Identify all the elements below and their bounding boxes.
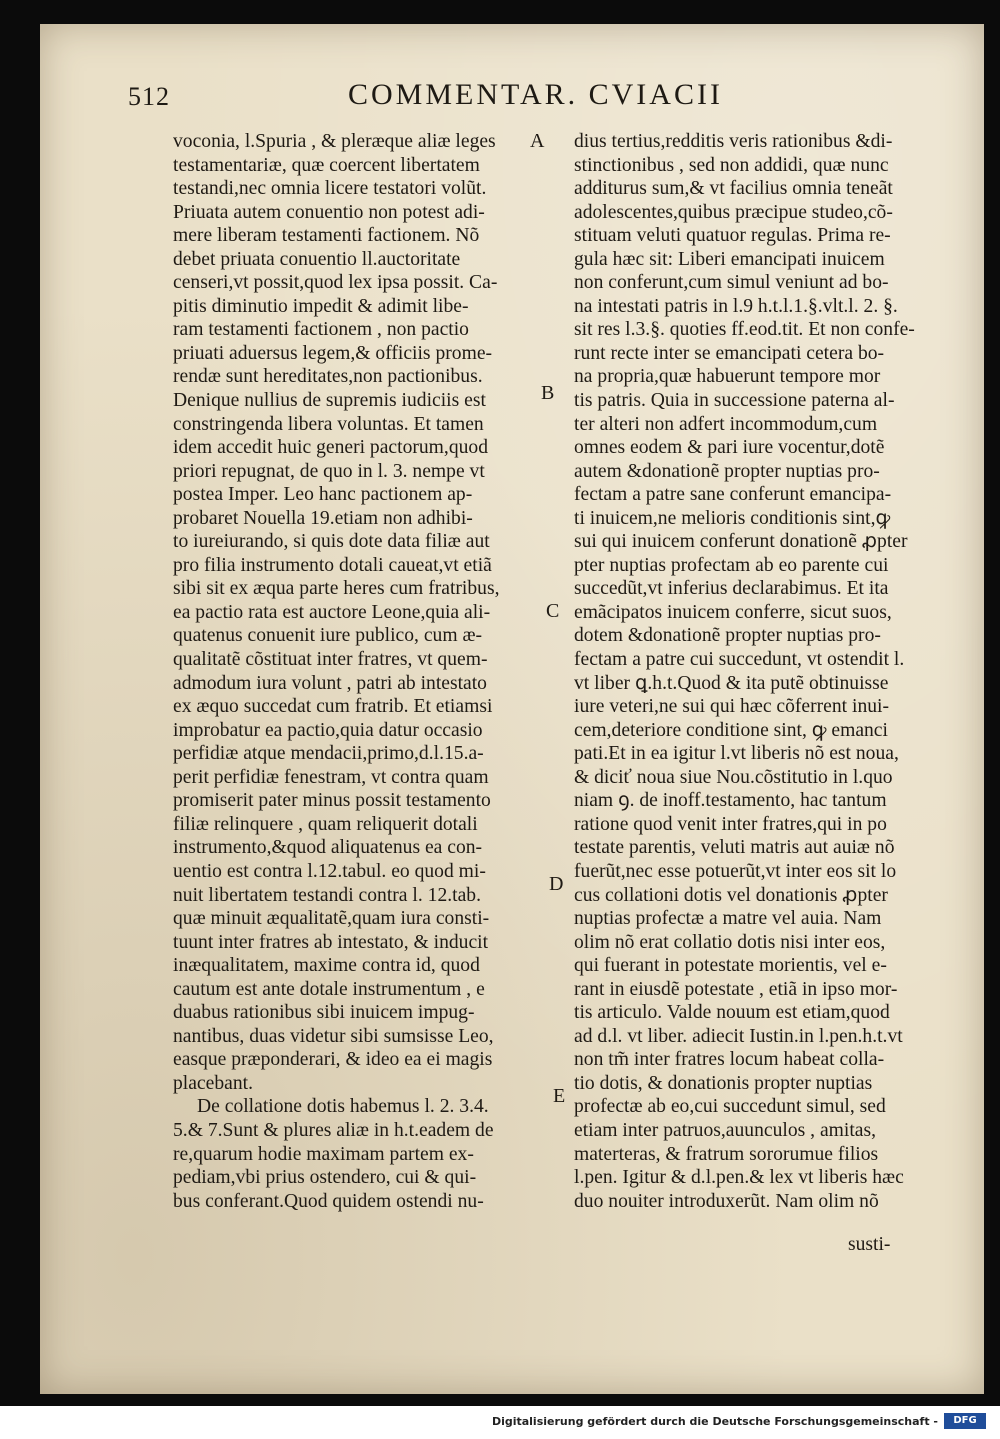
text-line: bus conferant.Quod quidem ostendi nu-	[173, 1190, 484, 1212]
text-line: adolescentes,quibus præcipue studeo,cõ-	[574, 201, 893, 223]
text-line: nantibus, duas videtur sibi sumsisse Leo,	[173, 1025, 494, 1047]
text-line: pitis diminutio impedit & adimit libe-	[173, 295, 469, 317]
text-line: sui qui inuicem conferunt donationẽ ꝓpter	[574, 531, 908, 553]
text-line: quatenus conuenit iure publico, cum æ-	[173, 625, 483, 647]
text-line: Denique nullius de supremis iudiciis est	[173, 390, 486, 412]
text-line: improbatur ea pactio,quia datur occasio	[173, 719, 483, 741]
text-line: mere liberam testamenti factionem. Nõ	[173, 225, 480, 247]
text-line: instrumento,&quod aliquatenus ea con-	[173, 837, 483, 859]
text-line: qui fuerant in potestate morientis, vel e-	[574, 955, 887, 977]
running-title: COMMENTAR. CVIACII	[348, 78, 723, 111]
text-line: rendæ sunt hereditates,non pactionibus.	[173, 366, 483, 388]
text-line: priori repugnat, de quo in l. 3. nempe vt	[173, 460, 485, 482]
text-line: tio dotis, & donationis propter nuptias	[574, 1072, 873, 1094]
text-line: omnes eodem & pari iure vocentur,dotẽ	[574, 437, 885, 459]
footer-bar	[0, 1406, 1000, 1439]
text-line: cem,deteriore conditione sint, ꝙ emanci	[574, 719, 888, 741]
text-line: pati.Et in ea igitur l.vt liberis nõ est noua,	[574, 743, 899, 765]
text-line: profectæ ab eo,cui succedunt simul, sed	[574, 1096, 886, 1118]
text-line: sit res l.3.§. quoties ff.eod.tit. Et non confe-	[574, 319, 915, 341]
text-line: vt liber ꝗ.h.t.Quod & ita putẽ obtinuisse	[574, 672, 889, 694]
text-line: uentio est contra l.12.tabul. eo quod mi-	[173, 860, 486, 882]
text-line: duo nouiter introduxerũt. Nam olim nõ	[574, 1190, 879, 1212]
text-line: admodum iura volunt , patri ab intestato	[173, 672, 487, 694]
text-line: De collatione dotis habemus l. 2. 3.4.	[197, 1096, 489, 1118]
text-line: gula hæc sit: Liberi emancipati inuicem	[574, 248, 885, 270]
catchword: susti-	[848, 1234, 891, 1255]
text-line: Priuata autem conuentio non potest adi-	[173, 201, 485, 223]
text-line: succedũt,vt inferius declarabimus. Et ita	[574, 578, 889, 600]
text-line: postea Imper. Leo hanc pactionem ap-	[173, 484, 473, 506]
text-line: re,quarum hodie maximam partem ex-	[173, 1143, 474, 1165]
page-number: 512	[128, 82, 170, 111]
text-line: additurus sum,& vt facilius omnia teneãt	[574, 178, 893, 200]
text-line: filiæ relinquere , quam reliquerit dotali	[173, 813, 478, 835]
text-line: cautum est ante dotale instrumentum , e	[173, 978, 485, 1000]
text-line: runt recte inter se emancipati cetera bo-	[574, 342, 885, 364]
text-line: na propria,quæ habuerunt tempore mor	[574, 366, 881, 388]
text-line: constringenda libera voluntas. Et tamen	[173, 413, 484, 435]
text-line: duabus rationibus sibi inuicem impug-	[173, 1002, 475, 1024]
text-line: nuptias profectæ a matre vel auia. Nam	[574, 908, 882, 930]
dfg-logo-icon: DFG	[944, 1413, 986, 1429]
text-line: fectam a patre sane conferunt emancipa-	[574, 484, 892, 506]
text-line: testate parentis, veluti matris aut auiæ nõ	[574, 837, 895, 859]
text-line: ti inuicem,ne melioris conditionis sint,ꝙ	[574, 507, 891, 529]
text-line: & diciť noua siue Nou.cõstitutio in l.quo	[574, 766, 893, 788]
text-line: probaret Nouella 19.etiam non adhibi-	[173, 507, 473, 529]
text-line: fectam a patre cui succedunt, vt ostendit l.	[574, 649, 905, 671]
text-line: dius tertius,redditis veris rationibus &di-	[574, 131, 893, 152]
margin-letter-a: A	[530, 130, 545, 152]
text-line: quæ minuit æqualitatẽ,quam iura consti-	[173, 908, 490, 930]
text-line: emãcipatos inuicem conferre, sicut suos,	[574, 601, 892, 623]
text-line: l.pen. Igitur & d.l.pen.& lex vt liberis hæc	[574, 1167, 904, 1189]
text-line: testandi,nec omnia licere testatori volũt.	[173, 178, 487, 200]
text-line: idem accedit huic generi pactorum,quod	[173, 437, 489, 459]
text-line: ter alteri non adfert incommodum,cum	[574, 413, 878, 435]
text-line: ram testamenti factionem , non pactio	[173, 319, 469, 341]
margin-letter-c: C	[546, 600, 560, 622]
margin-letter-e: E	[553, 1085, 566, 1107]
text-line: nuit libertatem testandi contra l. 12.tab.	[173, 884, 481, 906]
text-line: ea pactio rata est auctore Leone,quia ali-	[173, 601, 491, 623]
text-line: rant in eiusdẽ potestate , etiã in ipso mor-	[574, 978, 898, 1000]
text-line: olim nõ erat collatio dotis nisi inter eos,	[574, 931, 886, 953]
margin-letter-d: D	[549, 873, 564, 895]
text-line: priuati aduersus legem,& officiis prome-	[173, 342, 493, 364]
text-line: easque præponderari, & ideo ea ei magis	[173, 1049, 493, 1071]
text-line: pediam,vbi prius ostendero, cui & qui-	[173, 1167, 477, 1189]
text-line: non conferunt,cum simul veniunt ad bo-	[574, 272, 889, 294]
right-text-column	[574, 130, 934, 1213]
text-line: na intestati patris in l.9 h.t.l.1.§.vlt.l. 2. §.	[574, 295, 898, 317]
text-line: non tm̃ inter fratres locum habeat colla-	[574, 1049, 885, 1071]
text-line: autem &donationẽ propter nuptias pro-	[574, 460, 880, 482]
text-line: tis patris. Quia in successione paterna al-	[574, 390, 895, 412]
text-line: voconia, l.Spuria , & pleræque aliæ leges	[173, 131, 496, 152]
text-line: placebant.	[173, 1072, 253, 1094]
funding-credit: Digitalisierung gefördert durch die Deutsche Forschungsgemeinschaft -	[491, 1415, 938, 1428]
text-line: censeri,vt possit,quod lex ipsa possit. Ca-	[173, 272, 498, 294]
text-line: etiam inter patruos,auunculos , amitas,	[574, 1119, 876, 1141]
text-line: perit perfidiæ fenestram, vt contra quam	[173, 766, 489, 788]
text-line: niam ꝯ. de inoff.testamento, hac tantum	[574, 790, 887, 812]
text-line: pro filia instrumento dotali caueat,vt etiã	[173, 554, 492, 576]
text-line: dotem &donationẽ propter nuptias pro-	[574, 625, 881, 647]
text-line: qualitatẽ cõstituat inter fratres, vt quem-	[173, 649, 488, 671]
running-head	[128, 78, 928, 118]
text-line: ex æquo succedat cum fratrib. Et etiamsi	[173, 696, 493, 718]
text-line: debet priuata conuentio ll.auctoritate	[173, 248, 461, 270]
text-line: ratione quod venit inter fratres,qui in po	[574, 813, 887, 835]
text-line: fuerũt,nec esse potuerũt,vt inter eos sit lo	[574, 860, 897, 882]
text-line: cus collationi dotis vel donationis ꝓpter	[574, 884, 888, 906]
text-line: tis articulo. Valde nouum est etiam,quod	[574, 1002, 890, 1024]
text-line: testamentariæ, quæ coercent libertatem	[173, 154, 480, 176]
margin-letter-b: B	[541, 382, 555, 404]
left-text-column	[173, 130, 538, 1213]
text-line: promiserit pater minus possit testamento	[173, 790, 491, 812]
text-line: to iureiurando, si quis dote data filiæ aut	[173, 531, 490, 553]
text-line: iure veteri,ne sui qui hæc cõferrent inui-	[574, 696, 890, 718]
text-line: 5.& 7.Sunt & plures aliæ in h.t.eadem de	[173, 1119, 494, 1141]
text-line: sibi sit ex æqua parte heres cum fratribus,	[173, 578, 500, 600]
text-line: tuunt inter fratres ab intestato, & inducit	[173, 931, 489, 953]
text-line: stinctionibus , sed non addidi, quæ nunc	[574, 154, 889, 176]
text-line: stituam veluti quatuor regulas. Prima re-	[574, 225, 891, 247]
text-line: inæqualitatem, maxime contra id, quod	[173, 955, 480, 977]
text-line: perfidiæ atque mendacii,primo,d.l.15.a-	[173, 743, 484, 765]
text-line: pter nuptias profectam ab eo parente cui	[574, 554, 889, 576]
text-line: ad d.l. vt liber. adiecit Iustin.in l.pen.h.t.vt	[574, 1025, 903, 1047]
text-line: materteras, & fratrum sororumue filios	[574, 1143, 879, 1165]
